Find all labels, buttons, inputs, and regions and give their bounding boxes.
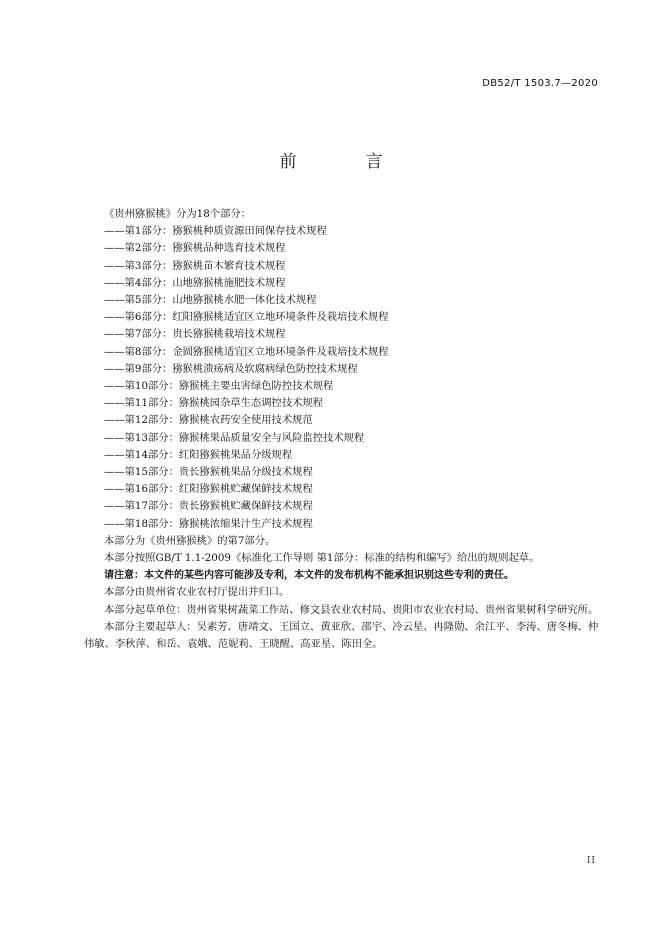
part-list-item: ——第1部分：猕猴桃种质资源田间保存技术规程: [104, 225, 327, 238]
intro-paragraph: 《贵州猕猴桃》分为18个部分：: [104, 208, 251, 220]
proposer-paragraph: 本部分由贵州省农业农村厅提出并归口。: [104, 586, 290, 599]
page-number: II: [586, 856, 596, 866]
part-list-item: ——第15部分：贵长猕猴桃果品分级技术规程: [104, 466, 313, 479]
parts-list: [84, 223, 604, 533]
part-list-item: ——第5部分：山地猕猴桃水肥一体化技术规程: [104, 294, 317, 307]
part-list-item: ——第7部分：贵长猕猴桃栽培技术规程: [104, 328, 286, 341]
part-list-item: ——第14部分：红阳猕猴桃果品分级规程: [104, 448, 293, 461]
part-list-item: ——第2部分：猕猴桃品种选育技术规程: [104, 242, 286, 255]
part-list-item: ——第16部分：红阳猕猴桃贮藏保鲜技术规程: [104, 483, 313, 496]
part-list-item: ——第13部分：猕猴桃果品质量安全与风险监控技术规程: [104, 431, 365, 444]
part-list-item: ——第8部分：金圆猕猴桃适宜区立地环境条件及栽培技术规程: [104, 345, 389, 358]
part-list-item: ——第18部分：猕猴桃浓缩果汁生产技术规程: [104, 517, 313, 530]
drafting-rule-paragraph: 本部分按照GB/T 1.1-2009《标准化工作导则 第1部分：标准的结构和编写》给出的规则起草。: [104, 552, 540, 565]
part-list-item: ——第17部分：贵长猕猴桃贮藏保鲜技术规程: [104, 500, 313, 513]
part-list-item: ——第10部分：猕猴桃主要虫害绿色防控技术规程: [104, 380, 334, 393]
part-list-item: ——第3部分：猕猴桃苗木繁育技术规程: [104, 259, 286, 272]
part-list-item: ——第9部分：猕猴桃溃疡病及软腐病绿色防控技术规程: [104, 362, 358, 375]
page-title: 前 言: [279, 152, 409, 172]
drafting-units-paragraph: 本部分起草单位：贵州省果树蔬菜工作站、修文县农业农村局、贵阳市农业农村局、贵州省果树科学研究所。: [104, 603, 599, 616]
part-list-item: ——第11部分：猕猴桃园杂草生态调控技术规程: [104, 397, 324, 410]
part-list-item: ——第4部分：山地猕猴桃施肥技术规程: [104, 276, 286, 289]
standard-code: DB52/T 1503.7—2020: [482, 78, 598, 89]
part-list-item: ——第12部分：猕猴桃农药安全使用技术规范: [104, 414, 313, 427]
this-part-paragraph: 本部分为《贵州猕猴桃》的第7部分。: [104, 534, 276, 547]
drafters-paragraph: 本部分主要起草人：吴素芳、唐靖文、王国立、黄亚欣、邵宇、冷云星、冉隆勋、余江平、李涛、唐冬梅、仲伟敏、李秋萍、和岳、袁娥、范妮莉、王晓醒、高亚星、陈田全。: [84, 620, 599, 651]
patent-notice-paragraph: 请注意：本文件的某些内容可能涉及专利，本文件的发布机构不能承担识别这些专利的责任。: [104, 570, 514, 582]
part-list-item: ——第6部分：红阳猕猴桃适宜区立地环境条件及栽培技术规程: [104, 311, 389, 324]
document-body: [84, 206, 604, 653]
